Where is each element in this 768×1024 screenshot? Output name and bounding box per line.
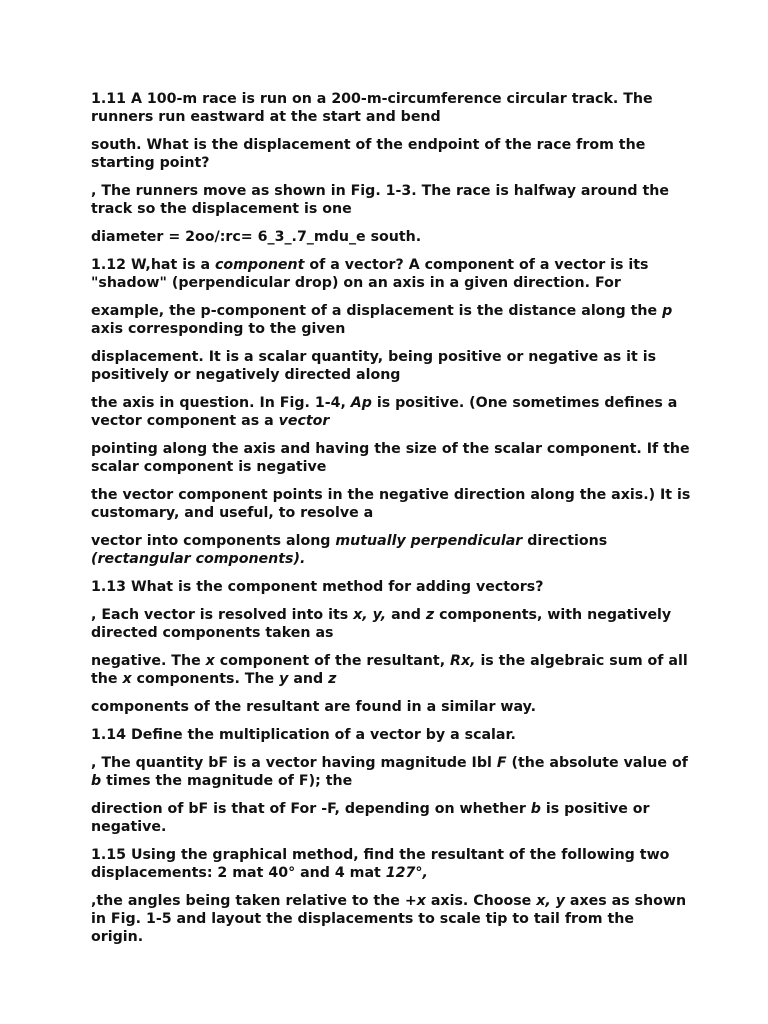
text-run: , The runners move as shown in Fig. 1-3. The race is halfway around the track so the displacement is one bbox=[91, 183, 669, 217]
italic-text-run: +x bbox=[404, 893, 426, 909]
paragraph bbox=[91, 440, 691, 476]
text-run: directions bbox=[522, 533, 608, 549]
italic-text-run: b bbox=[530, 801, 541, 817]
italic-text-run: (rectangular components). bbox=[91, 551, 306, 567]
italic-text-run: vector bbox=[278, 413, 330, 429]
italic-text-run: component bbox=[214, 257, 305, 273]
text-run: and bbox=[386, 607, 426, 623]
text-run: axis corresponding to the given bbox=[91, 321, 346, 337]
text-run: of a vector? A component of a vector is its "shadow" (perpendicular drop) on an axis in a given direction. For bbox=[91, 257, 649, 291]
text-run: , Each vector is resolved into its bbox=[91, 607, 354, 623]
text-run: diameter = 2oo/:rc= 6_3_.7_mdu_e south. bbox=[91, 229, 422, 245]
text-run: and bbox=[288, 671, 329, 687]
paragraph bbox=[91, 578, 691, 596]
italic-text-run: x, y, bbox=[353, 607, 387, 623]
paragraph bbox=[91, 228, 691, 246]
text-run: times the magnitude of F); the bbox=[101, 773, 353, 789]
italic-text-run: y bbox=[279, 671, 289, 687]
paragraph bbox=[91, 136, 691, 172]
italic-text-run: z bbox=[425, 607, 435, 623]
italic-text-run: x, y bbox=[536, 893, 565, 909]
italic-text-run: z bbox=[328, 671, 337, 687]
italic-text-run: Rx, bbox=[450, 653, 476, 669]
text-run: component of the resultant, bbox=[214, 653, 451, 669]
text-run: is positive or negative. bbox=[91, 801, 650, 835]
paragraph bbox=[91, 486, 691, 522]
paragraph bbox=[91, 698, 691, 716]
text-run: 1.15 Using the graphical method, find the resultant of the following two displacements: 2 mat 40° and 4 mat bbox=[91, 847, 670, 881]
italic-text-run: x bbox=[122, 671, 132, 687]
text-run: axes as shown in Fig. 1-5 and layout the displacements to scale tip to tail from the origin. bbox=[91, 893, 687, 945]
text-run: 1.12 W,hat is a bbox=[91, 257, 215, 273]
text-run: the axis in question. In Fig. 1-4, bbox=[91, 395, 351, 411]
text-run: components of the resultant are found in a similar way. bbox=[91, 699, 537, 715]
paragraph bbox=[91, 90, 691, 126]
text-run: example, the p-component of a displacement is the distance along the bbox=[91, 303, 663, 319]
text-run: is positive. (One sometimes defines a vector component as a bbox=[91, 395, 678, 429]
text-run: south. What is the displacement of the endpoint of the race from the starting point? bbox=[91, 137, 646, 171]
paragraph bbox=[91, 182, 691, 218]
italic-text-run: x bbox=[205, 653, 215, 669]
text-run: negative. The bbox=[91, 653, 206, 669]
italic-text-run: p bbox=[662, 303, 673, 319]
text-run: vector into components along bbox=[91, 533, 336, 549]
text-run: pointing along the axis and having the size of the scalar component. If the scalar component is negative bbox=[91, 441, 690, 475]
paragraph bbox=[91, 652, 691, 688]
text-run: 1.13 What is the component method for adding vectors? bbox=[91, 579, 544, 595]
paragraph bbox=[91, 394, 691, 430]
paragraph bbox=[91, 892, 691, 946]
italic-text-run: mutually perpendicular bbox=[335, 533, 523, 549]
text-run: 1.14 Define the multiplication of a vector by a scalar. bbox=[91, 727, 516, 743]
text-run: axis. Choose bbox=[425, 893, 537, 909]
italic-text-run: F bbox=[496, 755, 507, 771]
paragraph bbox=[91, 302, 691, 338]
paragraph bbox=[91, 606, 691, 642]
paragraph bbox=[91, 726, 691, 744]
text-run: is the algebraic sum of all the bbox=[91, 653, 688, 687]
text-run: components. The bbox=[131, 671, 280, 687]
italic-text-run: Ap bbox=[350, 395, 372, 411]
document-page bbox=[91, 90, 691, 956]
text-run: (the absolute value of bbox=[506, 755, 688, 771]
paragraph bbox=[91, 846, 691, 882]
text-run: components, with negatively directed components taken as bbox=[91, 607, 672, 641]
text-run: 1.11 A 100-m race is run on a 200-m-circumference circular track. The runners run eastward at the start and bend bbox=[91, 91, 653, 125]
paragraph bbox=[91, 532, 691, 568]
italic-text-run: 127°, bbox=[385, 865, 428, 881]
text-run: ,the angles being taken relative to the bbox=[91, 893, 405, 909]
italic-text-run: b bbox=[91, 773, 102, 789]
text-run: , The quantity bF is a vector having magnitude Ibl bbox=[91, 755, 497, 771]
paragraph bbox=[91, 348, 691, 384]
paragraph bbox=[91, 754, 691, 790]
text-run: the vector component points in the negative direction along the axis.) It is customary, and useful, to resolve a bbox=[91, 487, 691, 521]
paragraph bbox=[91, 800, 691, 836]
text-run: displacement. It is a scalar quantity, being positive or negative as it is positively or negatively directed along bbox=[91, 349, 657, 383]
paragraph bbox=[91, 256, 691, 292]
text-run: direction of bF is that of For -F, depending on whether bbox=[91, 801, 531, 817]
